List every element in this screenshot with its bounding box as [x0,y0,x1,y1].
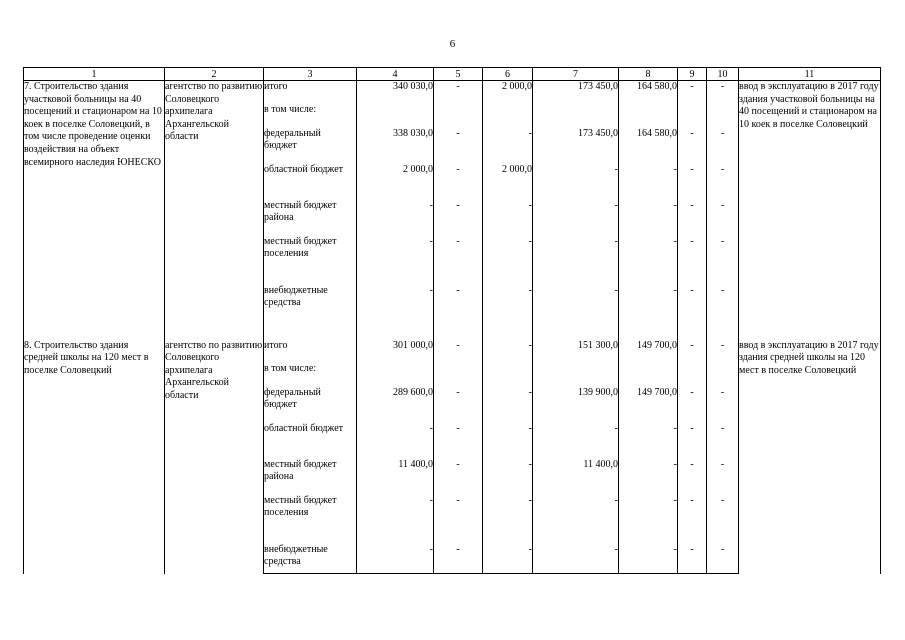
value-cell-8: 149 700,0 [619,387,678,423]
header-row [24,68,881,81]
value-cell-8: 164 580,0 [619,81,678,104]
header-cell-1: 1 [24,68,165,81]
value-cell-6: - [483,387,533,423]
value-cell-5 [434,104,483,128]
expected-result: ввод в эксплуатацию в 2017 году здания средней школы на 120 мест в поселке Соловецкий [739,340,881,574]
value-cell-5: - [434,128,483,164]
header-cell-5: 5 [434,68,483,81]
value-cell-8: - [619,164,678,200]
value-cell-10: - [707,81,739,104]
project-agency: агентство по развитию Соловецкого архипелага Архангельской области [165,81,264,340]
header-cell-8: 8 [619,68,678,81]
value-cell-10: - [707,128,739,164]
value-cell-8 [619,363,678,387]
program-table [23,67,881,574]
value-cell-10: - [707,340,739,363]
header-cell-3: 3 [264,68,357,81]
funding-source: внебюджетные средства [264,544,357,574]
value-cell-6: - [483,459,533,495]
value-cell-5: - [434,459,483,495]
funding-source: местный бюджет поселения [264,236,357,285]
funding-source: федеральный бюджет [264,128,357,164]
funding-source: областной бюджет [264,164,357,200]
value-cell-5: - [434,81,483,104]
value-cell-7: - [533,285,619,340]
value-cell-9: - [678,200,707,236]
value-cell-8: - [619,544,678,574]
value-cell-9: - [678,495,707,544]
header-cell-6: 6 [483,68,533,81]
value-cell-10: - [707,423,739,459]
value-cell-7 [533,363,619,387]
value-cell-5: - [434,544,483,574]
value-cell-7: - [533,200,619,236]
value-cell-4: - [357,200,434,236]
project-name: 7. Строительство здания участковой больницы на 40 посещений и стационаром на 10 коек в поселке Соловецкий, в том числе проведение оценки воздействия на объект всемирного наследия ЮНЕСКО [24,81,165,340]
value-cell-10: - [707,236,739,285]
value-cell-7: 11 400,0 [533,459,619,495]
value-cell-6: - [483,340,533,363]
value-cell-6 [483,363,533,387]
page-number: 6 [449,38,456,50]
header-cell-7: 7 [533,68,619,81]
header-cell-4: 4 [357,68,434,81]
expected-result: ввод в эксплуатацию в 2017 году здания участковой больницы на 40 посещений и стационаром на 10 коек в поселке Соловецкий [739,81,881,340]
value-cell-8: - [619,236,678,285]
value-cell-6: 2 000,0 [483,81,533,104]
value-cell-9: - [678,164,707,200]
value-cell-8: - [619,200,678,236]
value-cell-10: - [707,200,739,236]
funding-source: федеральный бюджет [264,387,357,423]
value-cell-9 [678,104,707,128]
funding-source: местный бюджет поселения [264,495,357,544]
funding-source: областной бюджет [264,423,357,459]
value-cell-8: - [619,459,678,495]
value-cell-9: - [678,236,707,285]
project-agency: агентство по развитию Соловецкого архипелага Архангельской области [165,340,264,574]
value-cell-9 [678,363,707,387]
funding-source: местный бюджет района [264,200,357,236]
value-cell-10: - [707,544,739,574]
value-cell-8: - [619,423,678,459]
value-cell-4 [357,104,434,128]
value-cell-8: - [619,285,678,340]
value-cell-5 [434,363,483,387]
table-row [24,340,881,363]
value-cell-4: 301 000,0 [357,340,434,363]
header-cell-9: 9 [678,68,707,81]
value-cell-4: 340 030,0 [357,81,434,104]
value-cell-6: - [483,285,533,340]
value-cell-4: - [357,495,434,544]
value-cell-10: - [707,164,739,200]
value-cell-10: - [707,387,739,423]
value-cell-5: - [434,164,483,200]
value-cell-5: - [434,495,483,544]
value-cell-7: 173 450,0 [533,128,619,164]
value-cell-7 [533,104,619,128]
value-cell-9: - [678,423,707,459]
value-cell-9: - [678,285,707,340]
value-cell-4: - [357,423,434,459]
funding-source: внебюджетные средства [264,285,357,340]
project-name: 8. Строительство здания средней школы на 120 мест в поселке Соловецкий [24,340,165,574]
value-cell-9: - [678,387,707,423]
value-cell-6: - [483,200,533,236]
value-cell-5: - [434,200,483,236]
value-cell-4: 2 000,0 [357,164,434,200]
funding-source: в том числе: [264,104,357,128]
value-cell-10: - [707,459,739,495]
value-cell-8: 149 700,0 [619,340,678,363]
value-cell-7: 151 300,0 [533,340,619,363]
funding-source: итого [264,81,357,104]
value-cell-5: - [434,387,483,423]
header-cell-10: 10 [707,68,739,81]
header-cell-11: 11 [739,68,881,81]
value-cell-4 [357,363,434,387]
value-cell-8: - [619,495,678,544]
value-cell-5: - [434,423,483,459]
value-cell-8 [619,104,678,128]
value-cell-7: - [533,164,619,200]
value-cell-6: - [483,236,533,285]
value-cell-10 [707,363,739,387]
value-cell-4: 11 400,0 [357,459,434,495]
value-cell-6: - [483,128,533,164]
funding-source: местный бюджет района [264,459,357,495]
value-cell-5: - [434,340,483,363]
value-cell-4: 338 030,0 [357,128,434,164]
value-cell-10 [707,104,739,128]
funding-source: итого [264,340,357,363]
value-cell-6: 2 000,0 [483,164,533,200]
value-cell-5: - [434,285,483,340]
value-cell-10: - [707,495,739,544]
value-cell-6: - [483,423,533,459]
value-cell-7: - [533,423,619,459]
value-cell-7: 139 900,0 [533,387,619,423]
value-cell-5: - [434,236,483,285]
value-cell-6 [483,104,533,128]
value-cell-6: - [483,495,533,544]
value-cell-4: - [357,236,434,285]
value-cell-10: - [707,285,739,340]
funding-source: в том числе: [264,363,357,387]
value-cell-9: - [678,81,707,104]
header-cell-2: 2 [165,68,264,81]
value-cell-7: - [533,495,619,544]
value-cell-9: - [678,340,707,363]
value-cell-4: - [357,285,434,340]
value-cell-7: - [533,544,619,574]
value-cell-9: - [678,459,707,495]
value-cell-7: - [533,236,619,285]
value-cell-7: 173 450,0 [533,81,619,104]
value-cell-9: - [678,544,707,574]
value-cell-4: - [357,544,434,574]
value-cell-9: - [678,128,707,164]
value-cell-4: 289 600,0 [357,387,434,423]
table-row [24,81,881,104]
value-cell-6: - [483,544,533,574]
value-cell-8: 164 580,0 [619,128,678,164]
